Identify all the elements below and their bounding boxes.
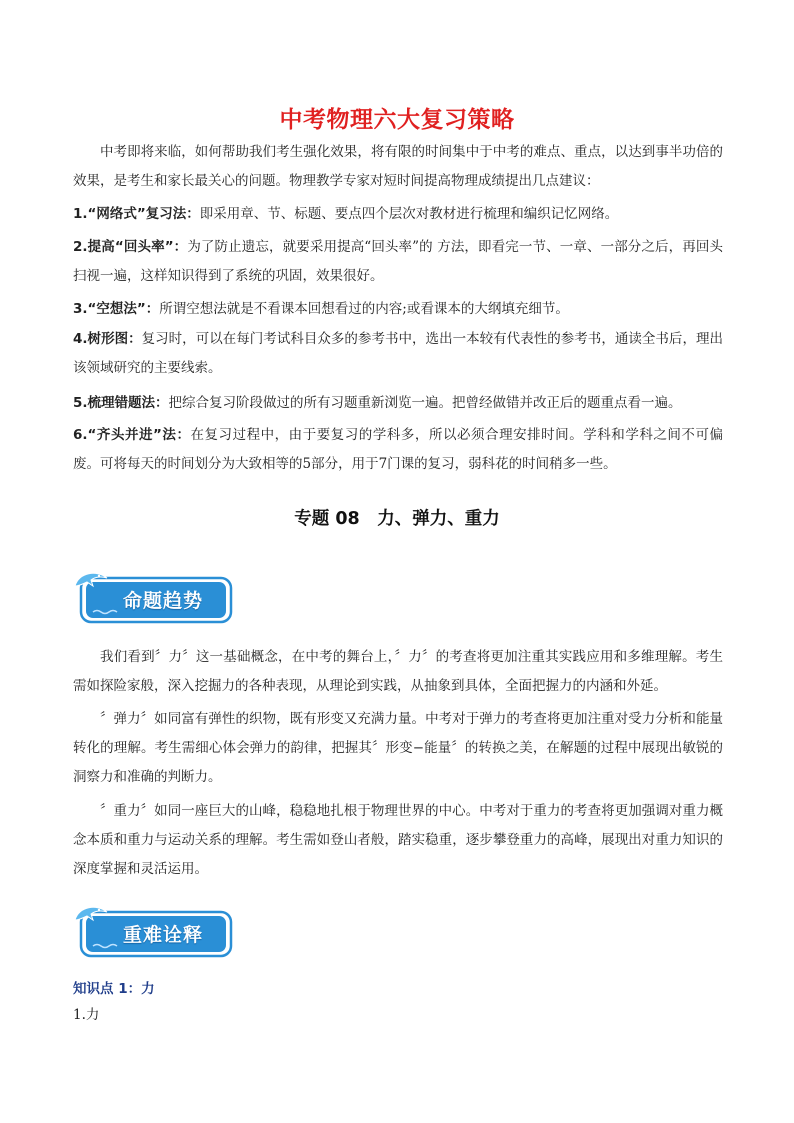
sub-item: 1.力 (73, 1007, 100, 1023)
strategy-2 (73, 233, 723, 291)
trend-paragraph-1: 我们看到〞力〞这一基础概念，在中考的舞台上，〞力〞的考查将更加注重其实践应用和多维理解。考生需如探险家般，深入挖掘力的各种表现，从理论到实践，从抽象到具体，全面把握力的内涵和外延。 (73, 649, 723, 694)
strategy-6-text: 在复习过程中，由于要复习的学科多，所以必须合理安排时间。学科和学科之间不可偏废。可将每天的时间划分为大致相等的5部分，用于7门课的复习，弱科花的时间稍多一些。 (73, 427, 723, 472)
trend-paragraph-2: 〞弹力〞如同富有弹性的织物，既有形变又充满力量。中考对于弹力的考查将更加注重对受力分析和能量转化的理解。考生需细心体会弹力的韵律，把握其〞形变−能量〞的转换之美，在解题的过程中展现出敏锐的洞察力和准确的判断力。 (73, 711, 723, 785)
strategy-1-label: 1.“网络式”复习法： (73, 206, 200, 222)
strategy-2-label: 2.提高“回头率”： (73, 239, 188, 255)
main-title: 中考物理六大复习策略 (279, 107, 515, 133)
key-badge-label: 重难诠释 (122, 924, 203, 946)
key-badge (73, 904, 235, 964)
strategy-1-text: 即采用章、节、标题、要点四个层次对教材进行梳理和编织记忆网络。 (199, 206, 619, 222)
knowledge-point-title: 知识点 1：力 (73, 981, 155, 997)
strategy-4-text: 复习时，可以在每门考试科目众多的参考书中，选出一本较有代表性的参考书，通读全书后，理出该领域研究的主要线索。 (73, 331, 723, 376)
trend-paragraph-3: 〞重力〞如同一座巨大的山峰，稳稳地扎根于物理世界的中心。中考对于重力的考查将更加强调对重力概念本质和重力与运动关系的理解。考生需如登山者般，踏实稳重，逐步攀登重力的高峰，展现出对重力知识的深度掌握和灵活运用。 (73, 803, 723, 877)
trend-badge-label: 命题趋势 (122, 590, 203, 612)
strategy-5-text: 把综合复习阶段做过的所有习题重新浏览一遍。把曾经做错并改正后的题重点看一遍。 (168, 395, 682, 411)
intro-paragraph: 中考即将来临，如何帮助我们考生强化效果，将有限的时间集中于中考的难点、重点，以达到事半功倍的效果，是考生和家长最关心的问题。物理教学专家对短时间提高物理成绩提出几点建议： (73, 144, 723, 189)
strategy-3-text: 所谓空想法就是不看课本回想看过的内容;或看课本的大纲填充细节。 (159, 301, 569, 317)
strategy-3 (73, 295, 723, 324)
strategy-4 (73, 325, 723, 383)
topic-title: 专题 08 力、弹力、重力 (294, 509, 500, 529)
strategy-5-label: 5.梳理错题法： (73, 395, 169, 411)
strategy-2-text: 为了防止遗忘，就要采用提高“回头率”的 方法，即看完一节、一章、一部分之后，再回头扫视一遍，这样知识得到了系统的巩固，效果很好。 (73, 239, 723, 284)
strategy-3-label: 3.“空想法”： (73, 301, 160, 317)
trend-badge (73, 568, 235, 628)
strategy-6-label: 6.“齐头并进”法： (73, 427, 191, 443)
strategy-6 (73, 421, 723, 479)
strategy-5 (73, 389, 723, 418)
strategy-1 (73, 200, 723, 229)
strategy-4-label: 4.树形图： (73, 331, 142, 347)
